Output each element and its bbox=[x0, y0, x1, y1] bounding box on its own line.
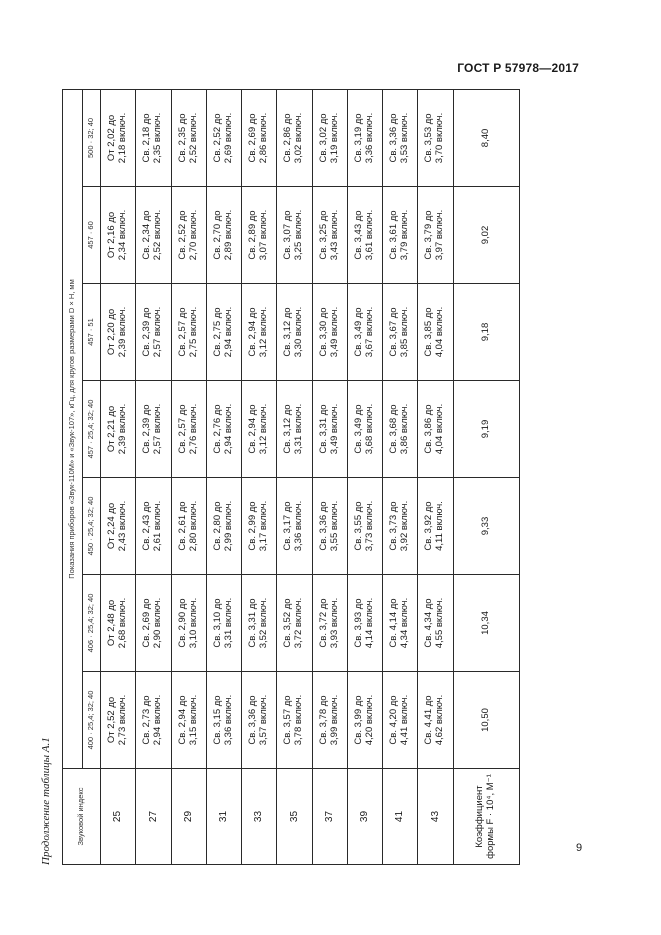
range-line: 3,19 включ. bbox=[328, 112, 340, 164]
range-cell bbox=[101, 284, 136, 381]
range-line: Св. 3,55 до bbox=[352, 501, 364, 551]
range-cell bbox=[101, 381, 136, 478]
range-line: Св. 3,72 до bbox=[317, 598, 329, 648]
range-cell bbox=[171, 575, 206, 672]
row-index-cell: 35 bbox=[277, 769, 312, 865]
coefficient-value: 9,33 bbox=[453, 478, 520, 575]
range-line: 3,57 включ. bbox=[258, 694, 270, 746]
range-line: 3,53 включ. bbox=[399, 112, 411, 164]
table-row bbox=[347, 89, 382, 864]
range-line: 2,18 включ. bbox=[117, 112, 129, 164]
range-line: Св. 2,75 до bbox=[211, 307, 223, 357]
range-line: 3,67 включ. bbox=[363, 306, 375, 358]
range-line: 3,99 включ. bbox=[328, 694, 340, 746]
range-line: Св. 2,73 до bbox=[141, 695, 153, 745]
range-cell bbox=[171, 284, 206, 381]
range-cell bbox=[101, 89, 136, 186]
range-line: Св. 3,85 до bbox=[423, 307, 435, 357]
range-cell bbox=[136, 284, 171, 381]
coefficient-value: 9,19 bbox=[453, 381, 520, 478]
range-line: Св. 3,12 до bbox=[282, 404, 294, 454]
range-cell bbox=[383, 672, 418, 769]
range-cell bbox=[136, 381, 171, 478]
range-line: Св. 3,61 до bbox=[388, 210, 400, 260]
group-header: Показания приборов «Звук-110М» и «Звук-107», кГц, для кругов размерами D × H, мм bbox=[63, 89, 83, 768]
coefficient-value: 9,18 bbox=[453, 284, 520, 381]
range-cell bbox=[242, 478, 277, 575]
range-cell bbox=[136, 672, 171, 769]
range-cell bbox=[206, 89, 241, 186]
coefficient-row bbox=[453, 89, 520, 864]
range-line: Св. 2,34 до bbox=[141, 210, 153, 260]
range-line: Св. 2,94 до bbox=[247, 307, 259, 357]
range-cell bbox=[312, 478, 347, 575]
range-line: Св. 3,86 до bbox=[423, 404, 435, 454]
table-row bbox=[101, 89, 136, 864]
range-line: Св. 2,18 до bbox=[141, 113, 153, 163]
range-line: Св. 3,36 до bbox=[247, 695, 259, 745]
range-line: 3,70 включ. bbox=[434, 112, 446, 164]
range-line: 3,12 включ. bbox=[258, 306, 270, 358]
table-row bbox=[242, 89, 277, 864]
range-cell bbox=[242, 381, 277, 478]
range-cell bbox=[347, 187, 382, 284]
range-line: 3,55 включ. bbox=[328, 500, 340, 552]
range-line: Св. 3,73 до bbox=[388, 501, 400, 551]
range-line: Св. 2,94 до bbox=[247, 404, 259, 454]
data-table bbox=[62, 89, 520, 865]
range-line: Св. 3,67 до bbox=[388, 307, 400, 357]
range-line: Св. 2,43 до bbox=[141, 501, 153, 551]
table-row bbox=[277, 89, 312, 864]
range-line: 3,92 включ. bbox=[399, 500, 411, 552]
index-header: Звуковой индекс bbox=[63, 769, 101, 865]
range-line: Св. 3,57 до bbox=[282, 695, 294, 745]
range-line: Св. 2,69 до bbox=[247, 113, 259, 163]
range-line: 3,31 включ. bbox=[222, 597, 234, 649]
range-line: 2,70 включ. bbox=[187, 209, 199, 261]
range-line: 3,73 включ. bbox=[363, 500, 375, 552]
range-line: Св. 3,43 до bbox=[352, 210, 364, 260]
range-cell bbox=[242, 89, 277, 186]
range-line: 3,78 включ. bbox=[293, 694, 305, 746]
range-line: Св. 2,35 до bbox=[176, 113, 188, 163]
range-line: Св. 2,52 до bbox=[176, 210, 188, 260]
range-line: 3,36 включ. bbox=[293, 500, 305, 552]
range-cell bbox=[242, 284, 277, 381]
range-line: 3,17 включ. bbox=[258, 500, 270, 552]
range-line: Св. 3,36 до bbox=[317, 501, 329, 551]
range-cell bbox=[418, 672, 453, 769]
rotated-table-block bbox=[40, 89, 520, 865]
range-cell bbox=[383, 284, 418, 381]
range-line: 3,43 включ. bbox=[328, 209, 340, 261]
range-line: 3,30 включ. bbox=[293, 306, 305, 358]
range-line: 4,34 включ. bbox=[399, 597, 411, 649]
range-line: Св. 2,61 до bbox=[176, 501, 188, 551]
coefficient-value: 10,50 bbox=[453, 672, 520, 769]
range-cell bbox=[206, 381, 241, 478]
range-cell bbox=[242, 575, 277, 672]
range-cell bbox=[171, 381, 206, 478]
standard-header: ГОСТ Р 57978—2017 bbox=[457, 61, 579, 75]
range-line: Св. 4,41 до bbox=[423, 695, 435, 745]
range-cell bbox=[347, 575, 382, 672]
range-line: Св. 3,15 до bbox=[211, 695, 223, 745]
range-cell bbox=[101, 575, 136, 672]
range-line: 2,94 включ. bbox=[222, 306, 234, 358]
range-line: Св. 2,39 до bbox=[141, 404, 153, 454]
table-caption: Продолжение таблицы А.1 bbox=[40, 737, 52, 865]
range-cell bbox=[101, 672, 136, 769]
range-cell bbox=[347, 284, 382, 381]
range-line: От 2,48 до bbox=[106, 599, 118, 647]
range-cell bbox=[383, 89, 418, 186]
range-cell bbox=[277, 478, 312, 575]
coefficient-value: 10,34 bbox=[453, 575, 520, 672]
range-cell bbox=[171, 89, 206, 186]
range-line: 2,89 включ. bbox=[222, 209, 234, 261]
range-line: 2,52 включ. bbox=[152, 209, 164, 261]
table-row bbox=[206, 89, 241, 864]
range-cell bbox=[242, 187, 277, 284]
range-cell bbox=[136, 89, 171, 186]
range-line: 3,79 включ. bbox=[399, 209, 411, 261]
range-line: Св. 2,39 до bbox=[141, 307, 153, 357]
range-cell bbox=[347, 381, 382, 478]
row-index-cell: 37 bbox=[312, 769, 347, 865]
range-line: 2,52 включ. bbox=[187, 112, 199, 164]
range-cell bbox=[277, 89, 312, 186]
range-line: 2,39 включ. bbox=[117, 403, 129, 455]
range-line: 2,39 включ. bbox=[117, 306, 129, 358]
range-line: Св. 2,52 до bbox=[211, 113, 223, 163]
range-line: Св. 2,86 до bbox=[282, 113, 294, 163]
range-line: Св. 3,78 до bbox=[317, 695, 329, 745]
column-header: 400 · 25,4; 32; 40 bbox=[83, 672, 101, 769]
range-cell bbox=[101, 187, 136, 284]
table-row bbox=[171, 89, 206, 864]
column-header: 406 · 25,4; 32; 40 bbox=[83, 575, 101, 672]
range-line: 3,25 включ. bbox=[293, 209, 305, 261]
row-index-cell: 41 bbox=[383, 769, 418, 865]
range-line: Св. 2,57 до bbox=[176, 404, 188, 454]
coefficient-value: 8,40 bbox=[453, 89, 520, 186]
row-index-cell: 31 bbox=[206, 769, 241, 865]
column-header: 500 · 32; 40 bbox=[83, 89, 101, 186]
range-cell bbox=[312, 381, 347, 478]
range-line: Св. 2,94 до bbox=[176, 695, 188, 745]
range-line: 4,04 включ. bbox=[434, 403, 446, 455]
range-line: 4,20 включ. bbox=[363, 694, 375, 746]
range-line: Св. 2,89 до bbox=[247, 210, 259, 260]
range-cell bbox=[418, 575, 453, 672]
range-line: Св. 3,49 до bbox=[352, 404, 364, 454]
range-line: 4,04 включ. bbox=[434, 306, 446, 358]
range-cell bbox=[171, 187, 206, 284]
range-line: 3,07 включ. bbox=[258, 209, 270, 261]
range-cell bbox=[206, 187, 241, 284]
range-line: 2,73 включ. bbox=[117, 694, 129, 746]
table-row bbox=[136, 89, 171, 864]
range-line: Св. 3,53 до bbox=[423, 113, 435, 163]
range-cell bbox=[277, 381, 312, 478]
range-line: Св. 3,79 до bbox=[423, 210, 435, 260]
range-line: Св. 3,19 до bbox=[352, 113, 364, 163]
range-cell bbox=[418, 89, 453, 186]
range-line: Св. 2,90 до bbox=[176, 598, 188, 648]
range-line: 2,34 включ. bbox=[117, 209, 129, 261]
range-cell bbox=[242, 672, 277, 769]
range-line: 3,68 включ. bbox=[363, 403, 375, 455]
range-cell bbox=[277, 575, 312, 672]
range-line: 4,11 включ. bbox=[434, 501, 446, 551]
table-row bbox=[383, 89, 418, 864]
range-cell bbox=[347, 478, 382, 575]
range-line: Св. 3,92 до bbox=[423, 501, 435, 551]
column-header: 457 · 25,4; 32; 40 bbox=[83, 381, 101, 478]
column-header: 457 · 51 bbox=[83, 284, 101, 381]
range-line: 2,94 включ. bbox=[152, 694, 164, 746]
range-line: 3,97 включ. bbox=[434, 209, 446, 261]
range-line: 3,02 включ. bbox=[293, 112, 305, 164]
range-line: 3,86 включ. bbox=[399, 403, 411, 455]
range-line: Св. 3,25 до bbox=[317, 210, 329, 260]
range-cell bbox=[206, 478, 241, 575]
range-line: Св. 2,69 до bbox=[141, 598, 153, 648]
range-line: Св. 4,20 до bbox=[388, 695, 400, 745]
range-cell bbox=[347, 672, 382, 769]
range-line: 2,75 включ. bbox=[187, 306, 199, 358]
range-line: Св. 3,68 до bbox=[388, 404, 400, 454]
range-line: 4,62 включ. bbox=[434, 694, 446, 746]
range-line: Св. 3,49 до bbox=[352, 307, 364, 357]
range-line: 2,99 включ. bbox=[222, 500, 234, 552]
range-cell bbox=[312, 575, 347, 672]
row-index-cell: 27 bbox=[136, 769, 171, 865]
range-line: Св. 2,70 до bbox=[211, 210, 223, 260]
range-cell bbox=[383, 575, 418, 672]
range-cell bbox=[418, 381, 453, 478]
range-line: Св. 3,52 до bbox=[282, 598, 294, 648]
range-cell bbox=[383, 381, 418, 478]
range-line: 3,12 включ. bbox=[258, 403, 270, 455]
range-cell bbox=[277, 284, 312, 381]
range-line: 2,90 включ. bbox=[152, 597, 164, 649]
range-line: Св. 3,99 до bbox=[352, 695, 364, 745]
range-cell bbox=[101, 478, 136, 575]
range-line: 3,61 включ. bbox=[363, 209, 375, 261]
range-line: 2,57 включ. bbox=[152, 306, 164, 358]
range-line: 3,49 включ. bbox=[328, 403, 340, 455]
row-index-cell: 43 bbox=[418, 769, 453, 865]
range-line: 3,10 включ. bbox=[187, 597, 199, 649]
row-index-cell: 39 bbox=[347, 769, 382, 865]
range-line: 2,69 включ. bbox=[222, 112, 234, 164]
range-cell bbox=[418, 284, 453, 381]
range-line: Св. 3,07 до bbox=[282, 210, 294, 260]
column-header: 450 · 25,4; 32; 40 bbox=[83, 478, 101, 575]
row-index-cell: 33 bbox=[242, 769, 277, 865]
table-row bbox=[312, 89, 347, 864]
range-cell bbox=[171, 672, 206, 769]
range-line: 4,14 включ. bbox=[363, 597, 375, 649]
range-line: Св. 2,57 до bbox=[176, 307, 188, 357]
range-line: Св. 3,31 до bbox=[247, 598, 259, 648]
range-line: Св. 3,31 до bbox=[317, 404, 329, 454]
range-line: От 2,24 до bbox=[106, 502, 118, 550]
range-line: 2,80 включ. bbox=[187, 500, 199, 552]
range-line: 2,57 включ. bbox=[152, 403, 164, 455]
range-line: От 2,20 до bbox=[106, 308, 118, 356]
range-line: Св. 4,14 до bbox=[388, 598, 400, 648]
range-cell bbox=[312, 284, 347, 381]
page-number: 9 bbox=[576, 842, 583, 854]
range-cell bbox=[312, 187, 347, 284]
range-cell bbox=[277, 187, 312, 284]
range-line: 3,36 включ. bbox=[363, 112, 375, 164]
range-line: От 2,52 до bbox=[106, 696, 118, 744]
range-line: 3,85 включ. bbox=[399, 306, 411, 358]
range-line: Св. 2,99 до bbox=[247, 501, 259, 551]
range-line: Св. 3,02 до bbox=[317, 113, 329, 163]
range-line: От 2,21 до bbox=[106, 405, 118, 453]
range-cell bbox=[383, 478, 418, 575]
range-line: 3,49 включ. bbox=[328, 306, 340, 358]
table-row bbox=[418, 89, 453, 864]
range-cell bbox=[347, 89, 382, 186]
range-cell bbox=[312, 672, 347, 769]
range-cell bbox=[418, 187, 453, 284]
range-line: Св. 3,30 до bbox=[317, 307, 329, 357]
column-header: 457 · 60 bbox=[83, 187, 101, 284]
range-line: От 2,02 до bbox=[106, 114, 118, 162]
range-cell bbox=[206, 284, 241, 381]
range-line: 3,31 включ. bbox=[293, 403, 305, 455]
range-cell bbox=[312, 89, 347, 186]
range-cell bbox=[136, 187, 171, 284]
range-line: 3,15 включ. bbox=[187, 694, 199, 746]
range-line: 4,41 включ. bbox=[399, 694, 411, 746]
range-line: 3,36 включ. bbox=[222, 694, 234, 746]
range-line: Св. 2,80 до bbox=[211, 501, 223, 551]
range-line: 4,55 включ. bbox=[434, 597, 446, 649]
range-line: Св. 4,34 до bbox=[423, 598, 435, 648]
range-line: 2,35 включ. bbox=[152, 112, 164, 164]
range-cell bbox=[418, 478, 453, 575]
range-line: Св. 3,17 до bbox=[282, 501, 294, 551]
range-line: 2,68 включ. bbox=[117, 597, 129, 649]
coefficient-label: Коэффициент формы F · 10⁴, М⁻¹ bbox=[453, 769, 520, 865]
range-line: От 2,16 до bbox=[106, 211, 118, 259]
range-line: 2,61 включ. bbox=[152, 500, 164, 552]
range-line: Св. 3,36 до bbox=[388, 113, 400, 163]
range-line: 2,76 включ. bbox=[187, 403, 199, 455]
range-cell bbox=[383, 187, 418, 284]
range-line: 3,93 включ. bbox=[328, 597, 340, 649]
range-cell bbox=[136, 478, 171, 575]
range-line: Св. 3,10 до bbox=[211, 598, 223, 648]
range-line: 3,52 включ. bbox=[258, 597, 270, 649]
range-line: 2,94 включ. bbox=[222, 403, 234, 455]
range-line: 3,72 включ. bbox=[293, 597, 305, 649]
range-line: 2,86 включ. bbox=[258, 112, 270, 164]
range-line: Св. 3,12 до bbox=[282, 307, 294, 357]
range-cell bbox=[171, 478, 206, 575]
range-line: 2,43 включ. bbox=[117, 500, 129, 552]
range-cell bbox=[277, 672, 312, 769]
range-line: Св. 3,93 до bbox=[352, 598, 364, 648]
range-cell bbox=[136, 575, 171, 672]
coefficient-value: 9,02 bbox=[453, 187, 520, 284]
range-line: Св. 2,76 до bbox=[211, 404, 223, 454]
row-index-cell: 29 bbox=[171, 769, 206, 865]
range-cell bbox=[206, 672, 241, 769]
range-cell bbox=[206, 575, 241, 672]
row-index-cell: 25 bbox=[101, 769, 136, 865]
